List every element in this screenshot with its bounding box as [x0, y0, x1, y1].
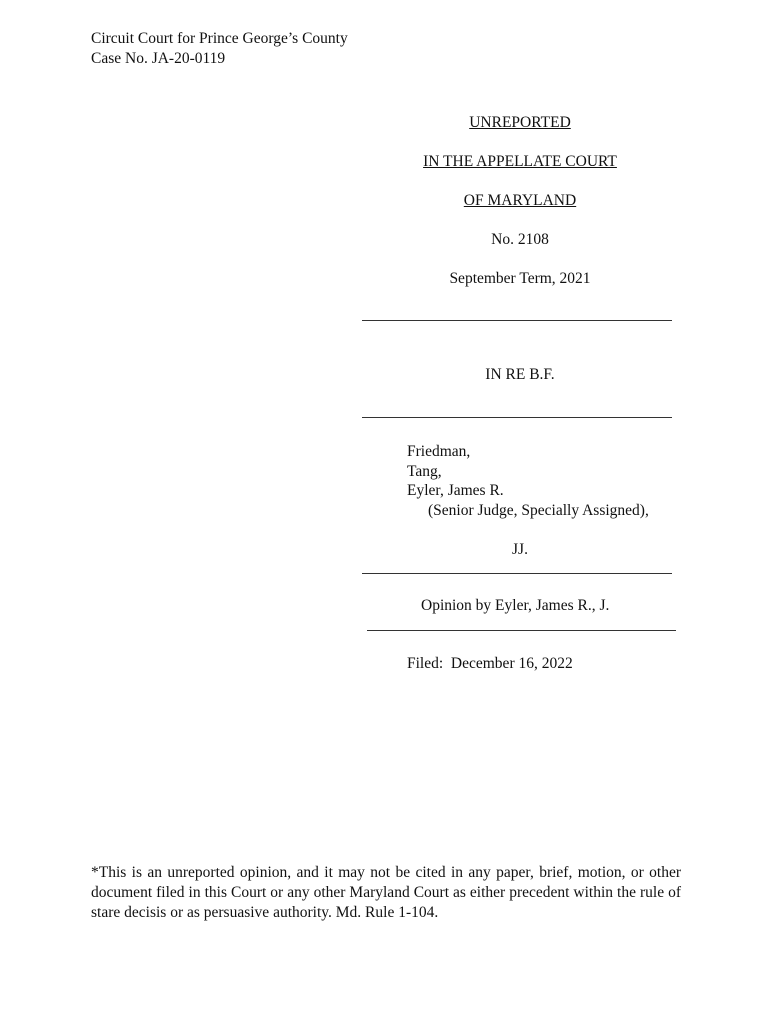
court-name-line-2: OF MARYLAND — [463, 192, 577, 209]
judge-note: (Senior Judge, Specially Assigned), — [428, 501, 649, 519]
lower-court-info — [91, 29, 348, 69]
judge-name: Tang, — [407, 462, 442, 480]
term: September Term, 2021 — [449, 270, 591, 287]
divider-4 — [367, 630, 676, 631]
judge-name: Eyler, James R. — [407, 482, 504, 499]
docket-number: No. 2108 — [491, 231, 549, 248]
filed-date: Filed: December 16, 2022 — [407, 655, 573, 672]
judge-name: Friedman, — [407, 443, 471, 460]
unreported-footnote: *This is an unreported opinion, and it may not be cited in any paper, brief, motion, or other document filed in this Court or any other Maryland Court as either precedent within the rule of stare decisis or as persuasive authority. Md. Rule 1-104. — [91, 864, 681, 921]
case-number-line: Case No. JA-20-0119 — [91, 50, 226, 67]
opinion-author: Opinion by Eyler, James R., J. — [421, 597, 610, 614]
judge-panel — [407, 442, 649, 520]
case-title: IN RE B.F. — [485, 366, 555, 383]
divider-3 — [362, 573, 672, 574]
unreported-label: UNREPORTED — [469, 114, 571, 131]
circuit-court-line: Circuit Court for Prince George’s County — [91, 30, 348, 47]
court-name-line-1: IN THE APPELLATE COURT — [423, 153, 617, 170]
judges-designation: JJ. — [512, 541, 528, 558]
divider-2 — [362, 417, 672, 418]
divider-1 — [362, 320, 672, 321]
